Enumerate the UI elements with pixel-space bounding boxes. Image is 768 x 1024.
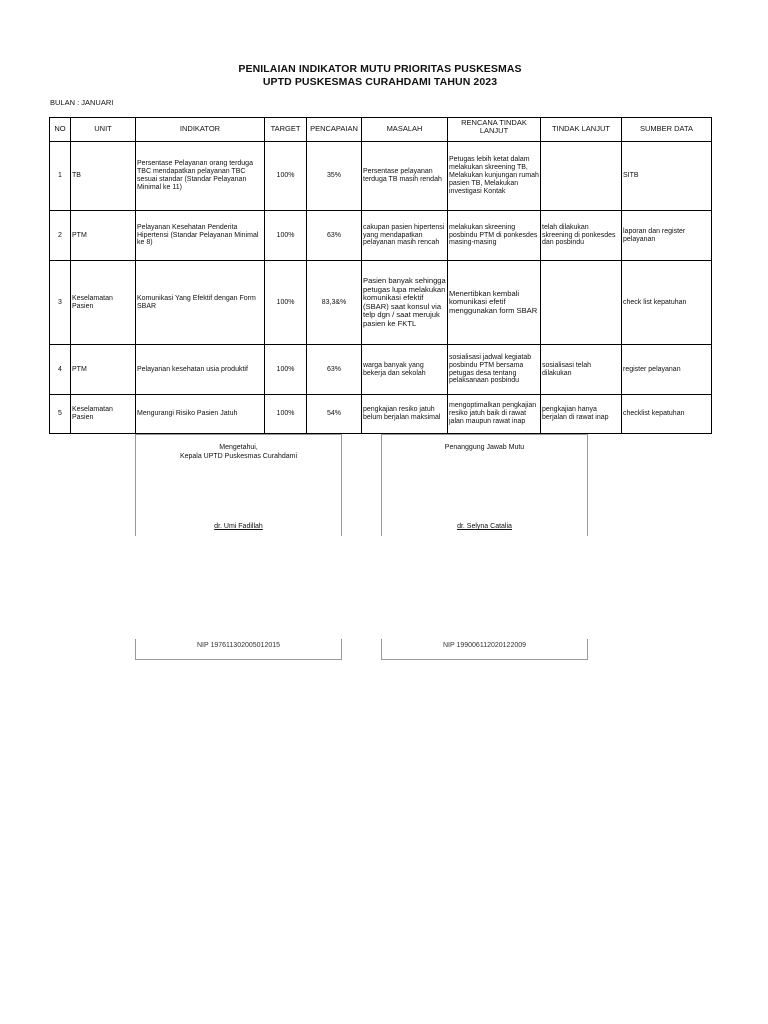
- table-row: [50, 211, 712, 261]
- cell-pencapaian: 35%: [307, 142, 362, 211]
- report-month: BULAN : JANUARI: [50, 98, 114, 107]
- signature-left-name: dr. Umi Fadillah: [214, 523, 263, 530]
- cell-pencapaian: 63%: [307, 345, 362, 395]
- cell-masalah: Pasien banyak sehingga petugas lupa melakukan komunikasi efektif (SBAR) saat konsul via telp dgn / saat merujuk pasien ke FKTL: [362, 261, 448, 345]
- cell-unit: Keselamatan Pasien: [71, 261, 136, 345]
- cell-tindak-lanjut: sosialisasi telah dilakukan: [541, 345, 622, 395]
- report-title: PENILAIAN INDIKATOR MUTU PRIORITAS PUSKESMAS: [238, 63, 522, 75]
- signature-left-nip: NIP 197611302005012015: [196, 642, 281, 649]
- cell-target: 100%: [265, 345, 307, 395]
- header-rencana: RENCANA TINDAK LANJUT: [448, 118, 541, 142]
- header-pencapaian: PENCAPAIAN: [307, 118, 362, 142]
- cell-pencapaian: 83,3&%: [307, 261, 362, 345]
- cell-masalah: pengkajian resiko jatuh belum berjalan maksimal: [362, 395, 448, 434]
- cell-indikator: Pelayanan kesehatan usia produktif: [136, 345, 265, 395]
- cell-no: 4: [50, 345, 71, 395]
- header-sumber-data: SUMBER DATA: [622, 118, 712, 142]
- signature-right-name: dr. Selyna Catalia: [457, 523, 512, 530]
- table-row: [50, 395, 712, 434]
- header-unit: UNIT: [71, 118, 136, 142]
- cell-unit: TB: [71, 142, 136, 211]
- table-header-row: [50, 118, 712, 142]
- cell-indikator: Mengurangi Risiko Pasien Jatuh: [136, 395, 265, 434]
- table-row: [50, 142, 712, 211]
- signature-left-label2: Kepala UPTD Puskesmas Curahdami: [179, 453, 298, 461]
- cell-sumber-data: SITB: [622, 142, 712, 211]
- cell-target: 100%: [265, 395, 307, 434]
- cell-tindak-lanjut: pengkajian hanya berjalan di rawat inap: [541, 395, 622, 434]
- header-masalah: MASALAH: [362, 118, 448, 142]
- cell-masalah: warga banyak yang bekerja dan sekolah: [362, 345, 448, 395]
- cell-rencana: Petugas lebih ketat dalam melakukan skreening TB, Melakukan kunjungan rumah pasien TB, Melakukan investigasi Kontak: [448, 142, 541, 211]
- cell-target: 100%: [265, 142, 307, 211]
- signature-left-label1: Mengetahui,: [219, 444, 258, 451]
- cell-indikator: Komunikasi Yang Efektif dengan Form SBAR: [136, 261, 265, 345]
- cell-pencapaian: 63%: [307, 211, 362, 261]
- cell-rencana: sosialisasi jadwal kegiatab posbindu PTM bersama petugas desa tentang pelaksanaan posbindu: [448, 345, 541, 395]
- header-target: TARGET: [265, 118, 307, 142]
- signature-right-nip: NIP 199006112020122009: [442, 642, 527, 649]
- signature-box-right: [381, 434, 588, 536]
- cell-rencana: Menertibkan kembali komunikasi efetif menggunakan form SBAR: [448, 261, 541, 345]
- signature-box-right-footer: [381, 639, 588, 660]
- cell-masalah: Persentase pelayanan terduga TB masih rendah: [362, 142, 448, 211]
- cell-target: 100%: [265, 211, 307, 261]
- cell-unit: Keselamatan Pasien: [71, 395, 136, 434]
- signature-box-left: [135, 434, 342, 536]
- header-no: NO: [50, 118, 71, 142]
- cell-rencana: melakukan skreening posbindu PTM di ponkesdes masing-masing: [448, 211, 541, 261]
- cell-unit: PTM: [71, 211, 136, 261]
- indicator-table: [49, 117, 712, 434]
- header-tindak-lanjut: TINDAK LANJUT: [541, 118, 622, 142]
- cell-no: 5: [50, 395, 71, 434]
- cell-no: 3: [50, 261, 71, 345]
- cell-rencana: mengoptimalkan pengkajian resiko jatuh baik di rawat jalan maupun rawat inap: [448, 395, 541, 434]
- cell-masalah: cakupan pasien hipertensi yang mendapatkan pelayanan masih rencah: [362, 211, 448, 261]
- cell-unit: PTM: [71, 345, 136, 395]
- cell-no: 1: [50, 142, 71, 211]
- cell-indikator: Persentase Pelayanan orang terduga TBC mendapatkan pelayanan TBC sesuai standar (Standar Pelayanan Minimal ke 11): [136, 142, 265, 211]
- cell-pencapaian: 54%: [307, 395, 362, 434]
- header-indikator: INDIKATOR: [136, 118, 265, 142]
- signature-right-label1: Penanggung Jawab Mutu: [444, 444, 525, 451]
- cell-sumber-data: check list kepatuhan: [622, 261, 712, 345]
- report-subtitle: UPTD PUSKESMAS CURAHDAMI TAHUN 2023: [262, 76, 498, 88]
- table-row: [50, 345, 712, 395]
- cell-tindak-lanjut: [541, 261, 622, 345]
- cell-tindak-lanjut: telah dilakukan skreening di ponkesdes dan posbindu: [541, 211, 622, 261]
- table-row: [50, 261, 712, 345]
- signature-box-left-footer: [135, 639, 342, 660]
- cell-sumber-data: laporan dan register pelayanan: [622, 211, 712, 261]
- cell-target: 100%: [265, 261, 307, 345]
- cell-sumber-data: register pelayanan: [622, 345, 712, 395]
- cell-sumber-data: checklist kepatuhan: [622, 395, 712, 434]
- cell-no: 2: [50, 211, 71, 261]
- cell-tindak-lanjut: [541, 142, 622, 211]
- cell-indikator: Pelayanan Kesehatan Penderita Hipertensi (Standar Pelayanan Minimal ke 8): [136, 211, 265, 261]
